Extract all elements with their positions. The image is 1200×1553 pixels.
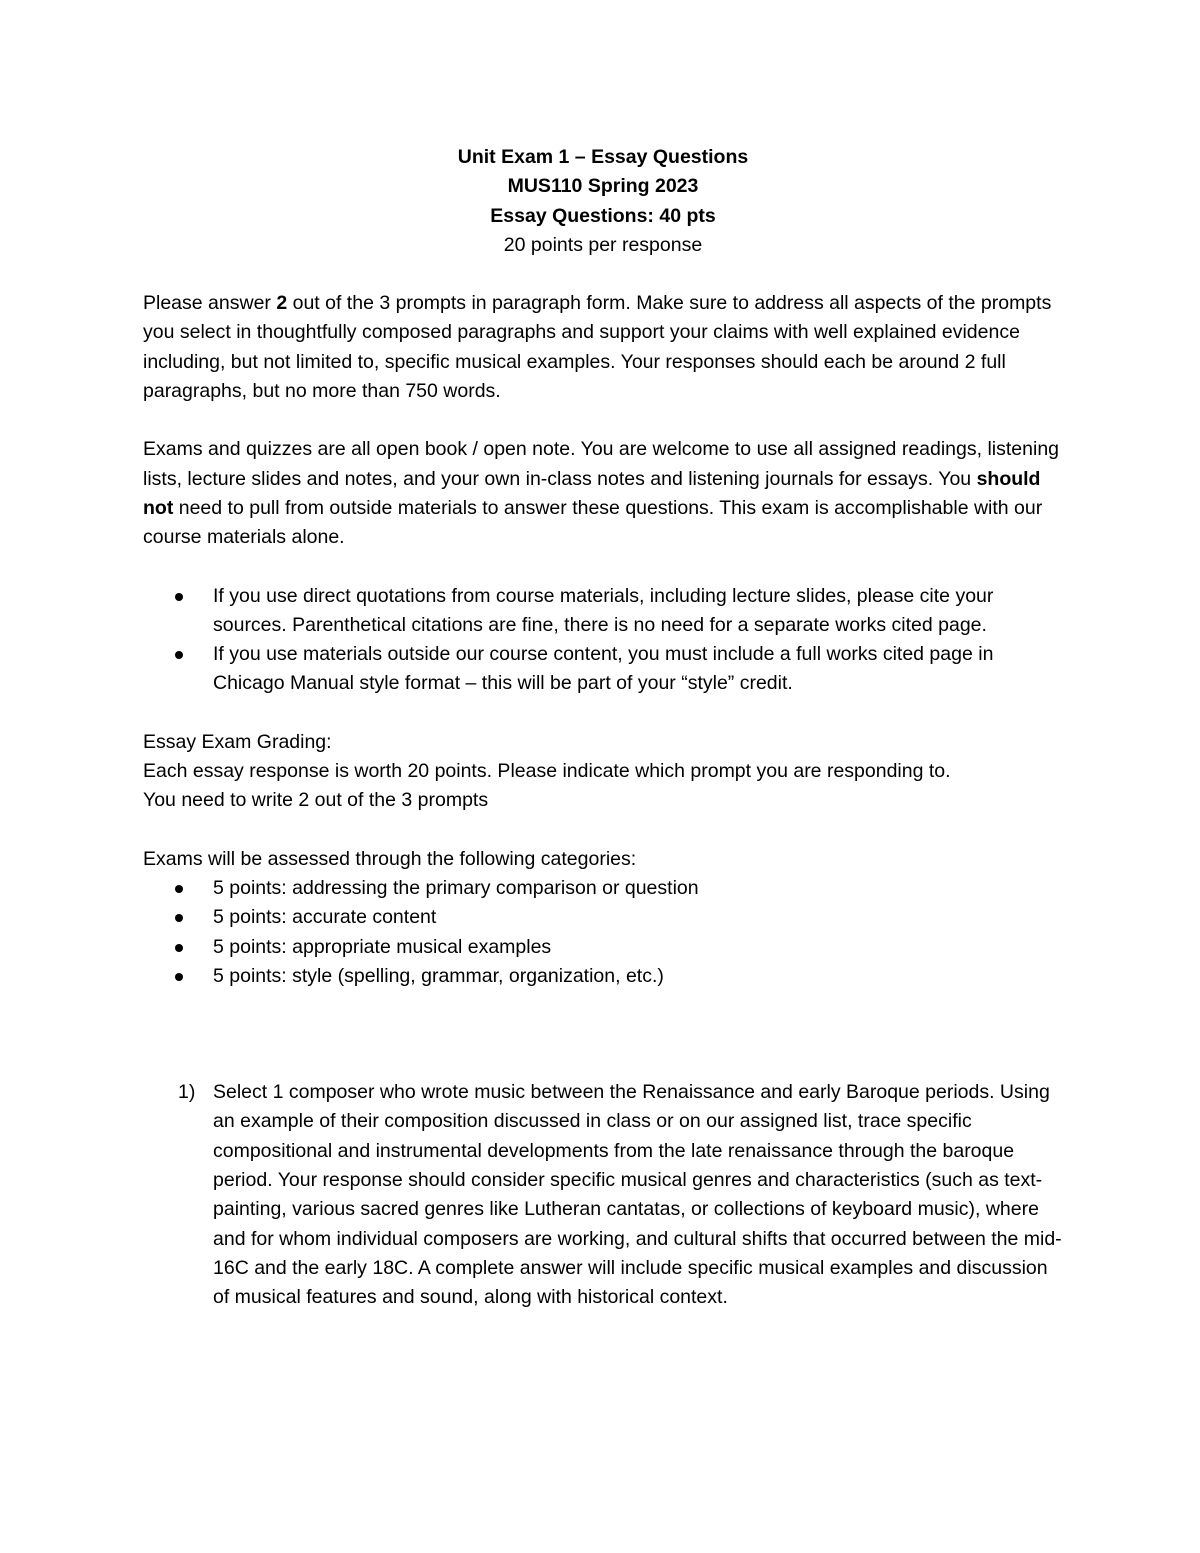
grading-line-2: You need to write 2 out of the 3 prompts — [143, 789, 489, 812]
list-item — [143, 903, 1063, 932]
course-name: MUS110 Spring 2023 — [507, 175, 699, 198]
bullet-icon — [175, 944, 183, 952]
bullet-icon — [175, 973, 183, 981]
list-item — [143, 874, 1063, 903]
exam-title: Unit Exam 1 – Essay Questions — [457, 146, 749, 168]
list-item — [143, 933, 1063, 962]
category-text: 5 points: appropriate musical examples — [213, 935, 552, 958]
citation-bullet-list — [143, 582, 1063, 699]
total-points: Essay Questions: 40 pts — [490, 204, 716, 227]
instructions-paragraph — [143, 289, 1063, 406]
category-text: 5 points: addressing the primary comparison or question — [213, 876, 699, 899]
prompt-text: Select 1 composer who wrote music between the Renaissance and early Baroque periods. Using an example of their composition discussed in class or on our assigned list, trace specific compositional and instrumental developments from the late renaissance through the baroque period. Your response should consider specific musical genres and characteristics (such as text-painting, various sacred genres like Lutheran cantatas, or collections of keyboard music), where and for whom individual composers are working, and cultural shifts that occurred between the mid-16C and the early 18C. A complete answer will include specific musical examples and discussion of musical features and sound, along with historical context. — [213, 1081, 1062, 1309]
list-item — [143, 1078, 1063, 1312]
citation-bullet-text: If you use materials outside our course content, you must include a full works cited page in Chicago Manual style format – this will be part of your “style” credit. — [213, 643, 994, 695]
materials-text-2: need to pull from outside materials to answer these questions. This exam is accomplishable with our course materials alone. — [143, 496, 1043, 549]
materials-bold-should-not: should not — [143, 467, 1041, 519]
bullet-icon — [175, 885, 183, 893]
list-item — [143, 962, 1063, 991]
materials-paragraph — [143, 435, 1063, 552]
instructions-bold-count: 2 — [276, 292, 288, 315]
materials-text-1: Exams and quizzes are all open book / open note. You are welcome to use all assigned readings, listening lists, lecture slides and notes, and your own in-class notes and listening journals for essays. You — [143, 438, 1060, 490]
category-text: 5 points: style (spelling, grammar, organization, etc.) — [213, 964, 664, 987]
categories-heading: Exams will be assessed through the following categories: — [143, 847, 637, 870]
citation-bullet-text: If you use direct quotations from course materials, including lecture slides, please cite your sources. Parenthetical citations are fine, there is no need for a separate works cited page. — [213, 584, 994, 636]
prompt-number: 1) — [178, 1081, 196, 1104]
list-item — [143, 640, 1063, 699]
category-text: 5 points: accurate content — [213, 906, 437, 929]
list-item — [143, 582, 1063, 641]
prompt-list — [143, 1078, 1063, 1312]
grading-section — [143, 728, 1063, 816]
document-page — [143, 143, 1063, 1313]
points-per-response: 20 points per response — [503, 233, 703, 256]
grading-line-1: Each essay response is worth 20 points. Please indicate which prompt you are responding to. — [143, 760, 951, 783]
exam-header — [143, 143, 1063, 260]
bullet-icon — [175, 593, 183, 601]
bullet-icon — [175, 914, 183, 922]
instructions-text-2: out of the 3 prompts in paragraph form. Make sure to address all aspects of the prompts you select in thoughtfully composed paragraphs and support your claims with well explained evidence including, but not limited to, specific musical examples. Your responses should each be around 2 full paragraphs, but no more than 750 words. — [143, 292, 1052, 403]
grading-heading: Essay Exam Grading: — [143, 730, 332, 753]
bullet-icon — [175, 651, 183, 659]
spacer — [143, 1020, 1063, 1078]
categories-bullet-list — [143, 874, 1063, 991]
instructions-text-1: Please answer — [143, 292, 277, 315]
